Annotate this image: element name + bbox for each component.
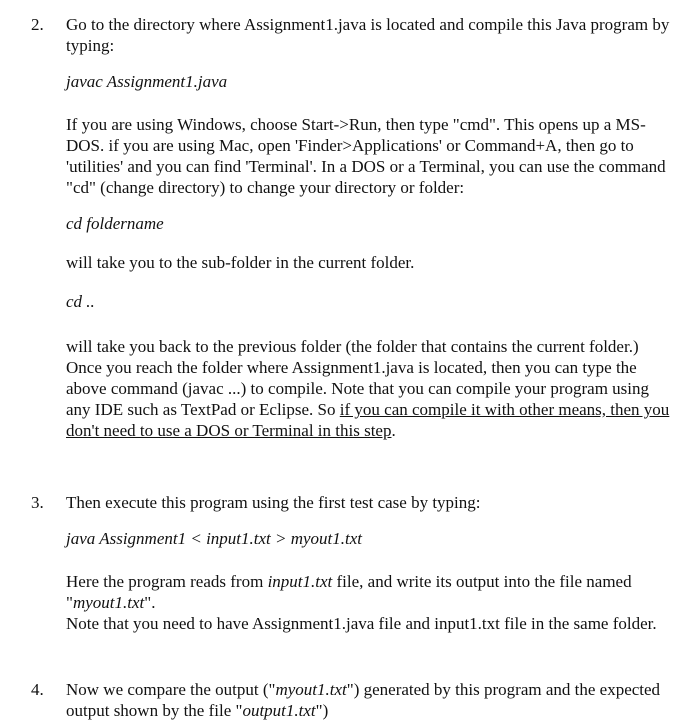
myout-filename: myout1.txt (275, 680, 347, 699)
cd-explanation: will take you to the sub-folder in the current folder. (66, 253, 415, 272)
text-run: ") generated by this program and the expected output shown by the file " (66, 680, 661, 720)
cd-command: cd foldername (66, 214, 164, 233)
compile-command: javac Assignment1.java (66, 72, 228, 91)
output-filename: myout1.txt (72, 593, 145, 612)
step-4 (31, 679, 671, 721)
step-body (66, 679, 671, 721)
text-run: file, and write its output into the file named " (66, 572, 632, 612)
text-run: ") (315, 701, 329, 720)
step-intro: Go to the directory where Assignment1.java is located and compile this Java program by typing: (66, 15, 670, 55)
windows-paragraph: If you are using Windows, choose Start->Run, then type "cmd". This opens up a MS-DOS. if you are using Mac, open 'Finder>Applications' or Command+A, then go to 'utilities' and you can find 'Terminal'. In a DOS or a Terminal, you can use the command "cd" (change directory) to change your directory or folder: (66, 115, 666, 197)
text-run: Now we compare the output (" (66, 680, 276, 699)
text-run: ". (144, 593, 156, 612)
step-intro: Then execute this program using the first test case by typing: (66, 493, 481, 512)
run-command: java Assignment1 < input1.txt > myout1.txt (66, 529, 363, 548)
compile-note-end: . (391, 421, 396, 440)
step-number: 2. (31, 15, 44, 34)
compile-note (66, 357, 671, 441)
run-explanation (66, 571, 671, 613)
step-3 (31, 492, 671, 634)
cd-up-explanation: will take you back to the previous folder (the folder that contains the current folder.) (66, 337, 639, 356)
step-body (66, 492, 671, 634)
step-2 (31, 14, 671, 441)
step-number: 3. (31, 493, 44, 512)
text-run: Here the program reads from (66, 572, 268, 591)
step-number: 4. (31, 680, 44, 699)
compile-note-text: Once you reach the folder where Assignment1.java is located, then you can type the above command (javac ...) to compile. Note that you can compile your program using any IDE such as TextPad or Eclipse. So (66, 358, 650, 419)
cd-up-command: cd .. (66, 292, 95, 311)
step-intro (66, 679, 671, 721)
expected-filename: output1.txt (242, 701, 316, 720)
input-filename: input1.txt (267, 572, 333, 591)
run-note: Note that you need to have Assignment1.java file and input1.txt file in the same folder. (66, 614, 657, 633)
step-body (66, 14, 671, 441)
compile-note-underlined: if you can compile it with other means, then you don't need to use a DOS or Terminal in this step (66, 400, 670, 440)
